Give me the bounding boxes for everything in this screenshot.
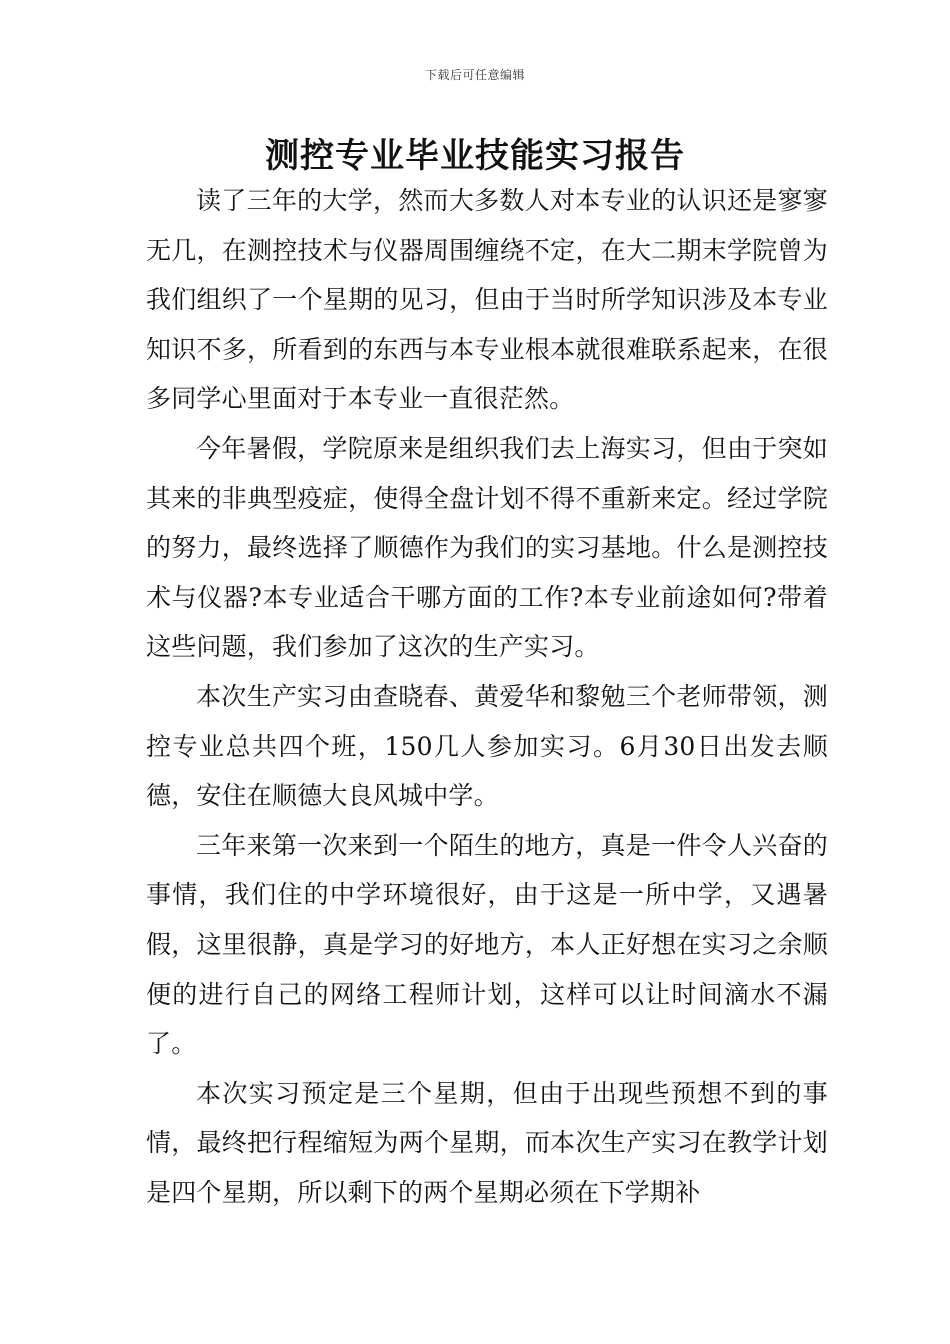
paragraph-1: 读了三年的大学，然而大多数人对本专业的认识还是寥寥无几，在测控技术与仪器周围缠绕不定，在大二期末学院曾为我们组织了一个星期的见习，但由于当时所学知识涉及本专业知识不多，所看到的东西与本专业根本就很难联系起来，在很多同学心里面对于本专业一直很茫然。 xyxy=(146,186,828,414)
header-note: 下载后可任意编辑 xyxy=(424,68,525,82)
paragraph-2: 今年暑假，学院原来是组织我们去上海实习，但由于突如其来的非典型疫症，使得全盘计划不得不重新来定。经过学院的努力，最终选择了顺德作为我们的实习基地。什么是测控技术与仪器?本专业适合干哪方面的工作?本专业前途如何?带着这些问题，我们参加了这次的生产实习。 xyxy=(146,433,828,662)
paragraph-4: 三年来第一次来到一个陌生的地方，真是一件令人兴奋的事情，我们住的中学环境很好，由于这是一所中学，又遇暑假，这里很静，真是学习的好地方，本人正好想在实习之余顺便的进行自己的网络工程师计划，这样可以让时间滴水不漏了。 xyxy=(146,830,828,1059)
paragraph-3: 本次生产实习由查晓春、黄爱华和黎勉三个老师带领，测控专业总共四个班，150几人参加实习。6月30日出发去顺德，安住在顺德大良风城中学。 xyxy=(146,681,828,811)
document-body xyxy=(146,176,828,1217)
paragraph-5: 本次实习预定是三个星期，但由于出现些预想不到的事情，最终把行程缩短为两个星期，而本次生产实习在教学计划是四个星期，所以剩下的两个星期必须在下学期补 xyxy=(146,1078,828,1207)
document-title: 测控专业毕业技能实习报告 xyxy=(265,136,685,176)
